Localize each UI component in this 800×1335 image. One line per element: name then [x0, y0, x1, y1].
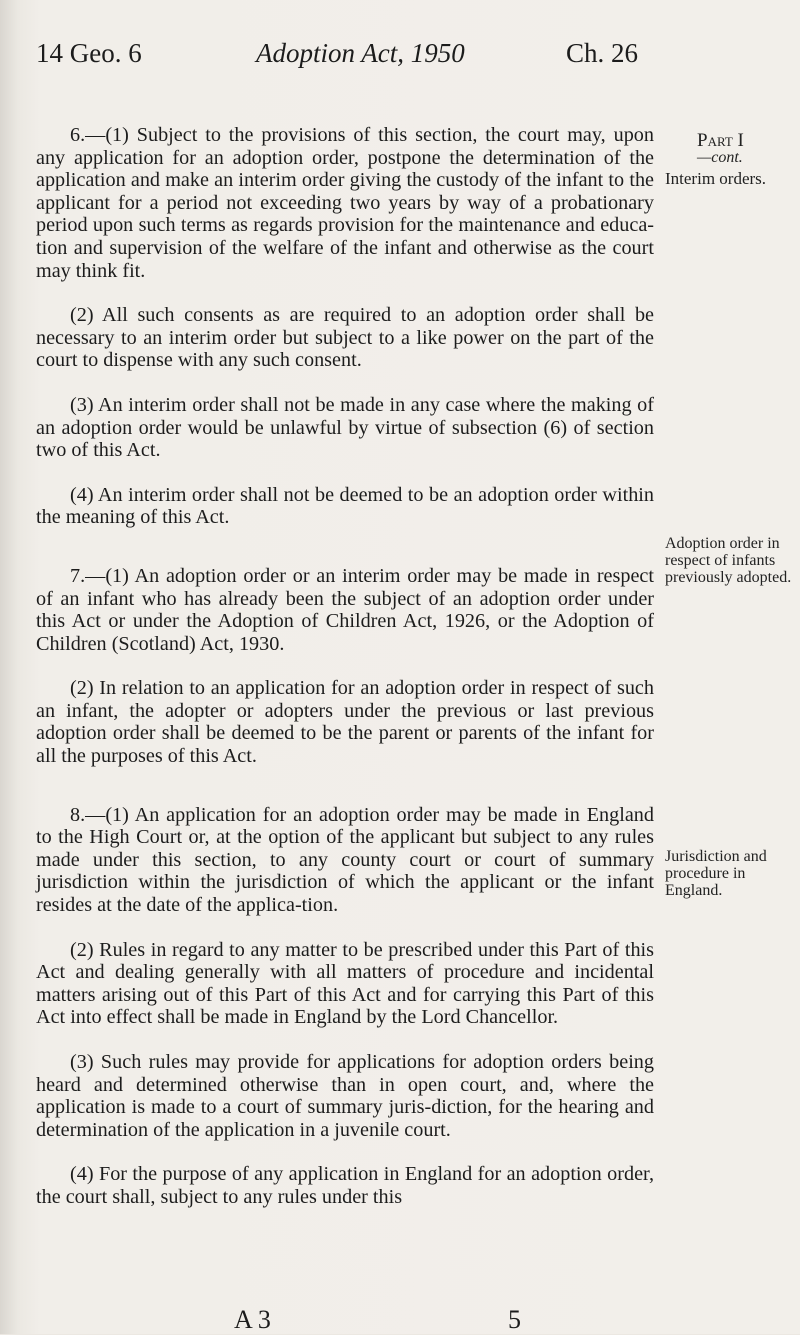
- margin-note-adoption-previous: Adoption order in respect of infants previously adopted.: [665, 535, 792, 586]
- section-7-1: 7.—(1) An adoption order or an interim order may be made in respect of an infant who has already been the subject of an adoption order under this Act or under the Adoption of Children Act, 1926, or the Adoption of Children (Scotland) Act, 1930.: [36, 564, 654, 655]
- section-8-1: 8.—(1) An application for an adoption order may be made in England to the High Court or, at the option of the applicant but subject to any rules made under this section, to any county court or court of summary jurisdiction within the jurisdiction of which the applicant or the infant resides at the date of the applica-tion.: [36, 803, 654, 917]
- section-6-4: (4) An interim order shall not be deemed to be an adoption order within the meaning of this Act.: [36, 483, 654, 529]
- section-6-2: (2) All such consents as are required to an adoption order shall be necessary to an interim order but subject to a like power on the part of the court to dispense with any such consent.: [36, 304, 654, 372]
- part-cont: —cont.: [697, 149, 743, 166]
- section-6-1: 6.—(1) Subject to the provisions of this section, the court may, upon any application for an adoption order, postpone the determination of the application and make an interim order giving the custody of the infant to the applicant for a period not exceeding two years by way of a probationary period upon such terms as regards provision for the maintenance and educa-tion and supervision of the welfare of the infant and otherwise as the court may think fit.: [36, 124, 654, 282]
- running-header: [36, 38, 656, 78]
- statute-text: [36, 124, 654, 1231]
- section-8-3: (3) Such rules may provide for applications for adoption orders being heard and determined otherwise than in open court, and, where the application is made to a court of summary juris-diction, for the hearing and determination of the application in a juvenile court.: [36, 1051, 654, 1141]
- part-label: Part I: [697, 130, 744, 151]
- act-title: Adoption Act, 1950: [256, 38, 465, 68]
- section-8-4: (4) For the purpose of any application in England for an adoption order, the court shall, subject to any rules under this: [36, 1163, 654, 1208]
- page-footer: [0, 1305, 800, 1333]
- section-7-2: (2) In relation to an application for an adoption order in respect of such an infant, the adopter or adopters under the previous or last previous adoption order shall be deemed to be the parent or parents of the infant for all the purposes of this Act.: [36, 677, 654, 768]
- page-number: 5: [508, 1305, 521, 1334]
- chapter-number: Ch. 26: [566, 38, 639, 68]
- section-8-2: (2) Rules in regard to any matter to be prescribed under this Part of this Act and dealing generally with all matters of procedure and incidental matters arising out of this Part of this Act and for carrying this Part of this Act into effect shall be made in England by the Lord Chancellor.: [36, 938, 654, 1029]
- signature-mark: A 3: [234, 1305, 271, 1334]
- section-6-3: (3) An interim order shall not be made in any case where the making of an adoption order would be unlawful by virtue of subsection (6) of section two of this Act.: [36, 393, 654, 462]
- margin-note-part: [665, 132, 797, 187]
- interim-orders-note: Interim orders.: [665, 169, 767, 188]
- margin-note-jurisdiction: Jurisdiction and procedure in England.: [665, 848, 767, 899]
- regnal-year: 14 Geo. 6: [36, 38, 142, 68]
